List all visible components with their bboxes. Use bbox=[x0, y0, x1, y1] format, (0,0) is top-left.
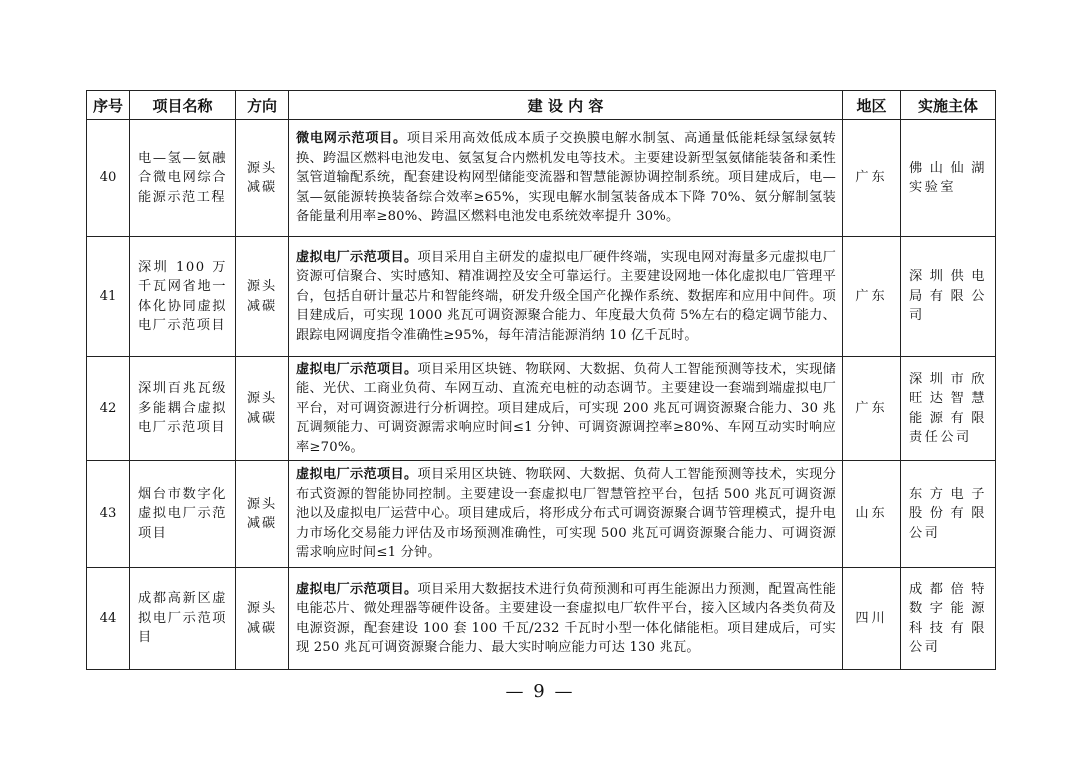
table-row bbox=[87, 237, 996, 357]
content-body: 项目采用区块链、物联网、大数据、负荷人工智能预测等技术，实现储能、光伏、工商业负荷、车网互动、直流充电桩的动态调节。主要建设一套端到端虚拟电厂平台，对可调资源进行分析调控。项目建成后，可实现 200 兆瓦可调资源聚合能力、30 兆瓦调频能力、可调资源需求响应时间≤1 分钟、可调资源调控率≥80%、车网互动实时响应率≥70%。 bbox=[296, 361, 836, 455]
row-region: 广东 bbox=[843, 120, 901, 237]
direction-line: 源头 bbox=[246, 496, 278, 512]
row-project-name: 深圳 100 万千瓦网省地一体化协同虚拟电厂示范项目 bbox=[130, 237, 236, 357]
content-body: 项目采用高效低成本质子交换膜电解水制氢、高通量低能耗绿氢绿氨转换、跨温区燃料电池发电、氨氢复合内燃机发电等技术。主要建设新型氢氨储能装备和柔性氢管道输配系统，配套建设构网型储能变流器和智慧能源协调控制系统。项目建成后，电—氢—氨能源转换装备综合效率≥65%，实现电解水制氢装备成本下降 70%、氨分解制氢装备能量利用率≥80%、跨温区燃料电池发电系统效率提升 30%。 bbox=[296, 131, 836, 225]
row-content bbox=[289, 237, 843, 357]
header-construction-content: 建 设 内 容 bbox=[289, 91, 843, 120]
row-direction bbox=[236, 237, 289, 357]
direction-line: 源头 bbox=[246, 391, 278, 406]
row-content bbox=[289, 120, 843, 237]
row-project-name: 电—氢—氨融合微电网综合能源示范工程 bbox=[130, 120, 236, 237]
row-serial-number: 40 bbox=[87, 120, 130, 237]
table-row bbox=[87, 357, 996, 461]
table-row bbox=[87, 568, 996, 670]
content-lead: 虚拟电厂示范项目。 bbox=[296, 467, 418, 483]
row-content bbox=[289, 568, 843, 670]
row-implementing-entity: 东方电子股份有限公司 bbox=[901, 461, 996, 568]
row-serial-number: 44 bbox=[87, 568, 130, 670]
direction-line: 减碳 bbox=[246, 410, 278, 426]
row-project-name: 成都高新区虚拟电厂示范项目 bbox=[130, 568, 236, 670]
row-region: 广东 bbox=[843, 357, 901, 461]
row-direction bbox=[236, 120, 289, 237]
page-number: — 9 — bbox=[505, 681, 575, 702]
content-lead: 虚拟电厂示范项目。 bbox=[296, 249, 418, 265]
content-body: 项目采用自主研发的虚拟电厂硬件终端，实现电网对海量多元虚拟电厂资源可信聚合、实时感知、精准调控及安全可靠运行。主要建设网地一体化虚拟电厂管理平台，包括自研计量芯片和智能终端，研发升级全国产化操作系统、数据库和应用中间件。项目建成后，可实现 1000 兆瓦可调资源聚合能力、年度最大负荷 5%左右的稳定调节能力、跟踪电网调度指令准确性≥95%，每年清洁能源消纳 10 亿千瓦时。 bbox=[296, 249, 836, 343]
row-implementing-entity: 深圳供电局有限公司 bbox=[901, 237, 996, 357]
row-region: 山东 bbox=[843, 461, 901, 568]
content-body: 项目采用区块链、物联网、大数据、负荷人工智能预测等技术，实现分布式资源的智能协同控制。主要建设一套虚拟电厂智慧管控平台，包括 500 兆瓦可调资源池以及虚拟电厂运营中心。项目建成后，将形成分布式可调资源聚合调节管理模式，提升电力市场化交易能力评估及市场预测准确性，可实现 500 兆瓦可调资源聚合能力、可调资源需求响应时间≤1 分钟。 bbox=[296, 467, 836, 561]
table-header-row bbox=[87, 91, 996, 120]
row-content bbox=[289, 357, 843, 461]
direction-line: 减碳 bbox=[246, 620, 278, 636]
row-direction bbox=[236, 357, 289, 461]
row-implementing-entity: 深圳市欣旺达智慧能源有限责任公司 bbox=[901, 357, 996, 461]
header-direction: 方向 bbox=[236, 91, 289, 120]
direction-line: 源头 bbox=[246, 160, 278, 176]
row-implementing-entity: 成都倍特数字能源科技有限公司 bbox=[901, 568, 996, 670]
row-project-name: 烟台市数字化虚拟电厂示范项目 bbox=[130, 461, 236, 568]
content-lead: 微电网示范项目。 bbox=[296, 131, 407, 147]
content-lead: 虚拟电厂示范项目。 bbox=[296, 361, 418, 377]
row-direction bbox=[236, 461, 289, 568]
direction-line: 减碳 bbox=[246, 298, 278, 314]
row-serial-number: 42 bbox=[87, 357, 130, 461]
table-row bbox=[87, 120, 996, 237]
row-region: 广东 bbox=[843, 237, 901, 357]
table-row bbox=[87, 461, 996, 568]
header-serial-number: 序号 bbox=[87, 91, 130, 120]
row-direction bbox=[236, 568, 289, 670]
content-body: 项目采用大数据技术进行负荷预测和可再生能源出力预测，配置高性能电能芯片、微处理器等硬件设备。主要建设一套虚拟电厂软件平台，接入区域内各类负荷及电源资源，配套建设 100 套 100 千瓦/232 千瓦时小型一体化储能柜。项目建成后，可实现 250 兆瓦可调资源聚合能力、最大实时响应能力可达 130 兆瓦。 bbox=[296, 581, 836, 655]
row-project-name: 深圳百兆瓦级多能耦合虚拟电厂示范项目 bbox=[130, 357, 236, 461]
header-project-name: 项目名称 bbox=[130, 91, 236, 120]
header-region: 地区 bbox=[843, 91, 901, 120]
direction-line: 源头 bbox=[246, 601, 278, 616]
row-implementing-entity: 佛山仙湖实验室 bbox=[901, 120, 996, 237]
row-content bbox=[289, 461, 843, 568]
row-serial-number: 43 bbox=[87, 461, 130, 568]
content-lead: 虚拟电厂示范项目。 bbox=[296, 581, 418, 597]
direction-line: 源头 bbox=[246, 279, 278, 294]
row-region: 四川 bbox=[843, 568, 901, 670]
project-table bbox=[86, 90, 996, 670]
row-serial-number: 41 bbox=[87, 237, 130, 357]
header-implementing-entity: 实施主体 bbox=[901, 91, 996, 120]
direction-line: 减碳 bbox=[246, 180, 278, 195]
direction-line: 减碳 bbox=[246, 516, 278, 531]
